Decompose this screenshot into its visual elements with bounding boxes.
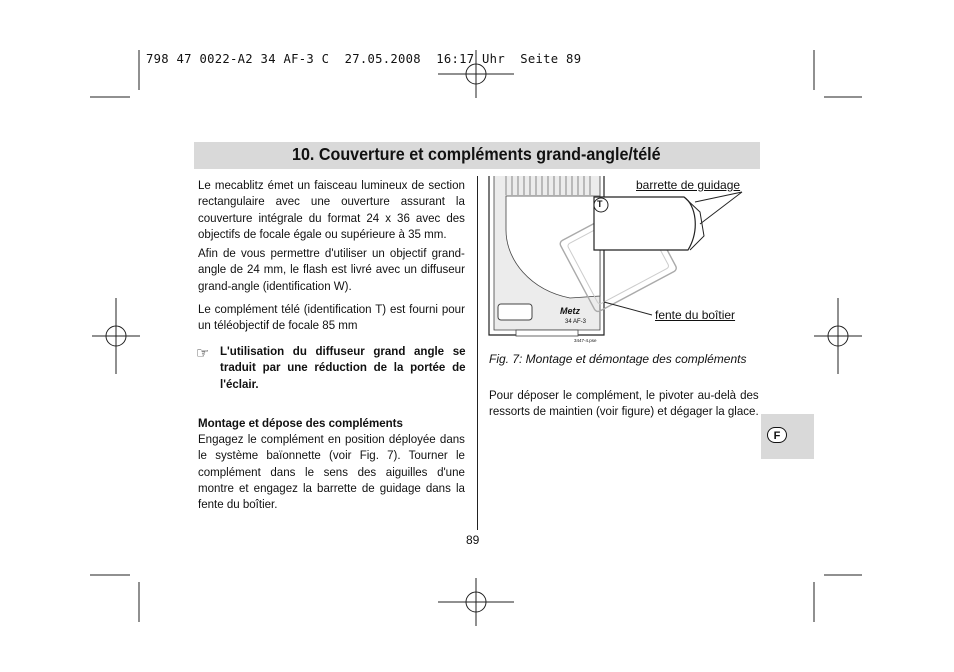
flash-sensor-window: [498, 304, 532, 320]
removal-paragraph: Pour déposer le complément, le pivoter au-delà des ressorts de maintien (voir figure) et dégager la glace.: [489, 388, 759, 419]
figure-code: 3447-4.pse: [574, 338, 597, 343]
callout-guide-bar: barrette de guidage: [636, 178, 741, 192]
accessory-plate: [594, 197, 704, 250]
wide-angle-paragraph: Afin de vous permettre d'utiliser un objectif grand-angle de 24 mm, le flash est livré avec un diffuseur grand-angle (identification W).: [198, 246, 465, 293]
language-tab-label: F: [767, 427, 787, 443]
print-slug: 798 47 0022-A2 34 AF-3 C 27.05.2008 16:17 Uhr Seite 89: [146, 52, 582, 66]
intro-paragraph: Le mecablitz émet un faisceau lumineux de section rectangulaire avec une ouverture assurant la couverture intégrale du format 24 x 36 avec des objectifs de focale égale ou supérieure à 35 mm.: [198, 178, 465, 241]
subheading: Montage et dépose des compléments: [198, 416, 403, 430]
flash-foot: [516, 330, 578, 336]
figure-caption: Fig. 7: Montage et démontage des compléments: [489, 352, 747, 366]
pointing-hand-icon: ☞: [196, 345, 210, 362]
brand-logo: Metz: [560, 306, 580, 316]
mounting-paragraph: Engagez le complément en position déployée dans le système baïonnette (voir Fig. 7). Tourner le complément dans le sens des aiguilles d'une montre et engagez la barrette de guidage dans la fente du boîtier.: [198, 432, 465, 512]
t-marker: T: [597, 199, 603, 209]
page-number: 89: [466, 533, 480, 547]
callout-housing-slot: fente du boîtier: [655, 308, 736, 322]
tele-paragraph: Le complément télé (identification T) est fourni pour un téléobjectif de focale 85 mm: [198, 302, 465, 333]
note-text: L'utilisation du diffuseur grand angle se traduit par une réduction de la portée de l'éclair.: [220, 344, 466, 391]
model-label: 34 AF-3: [565, 319, 587, 325]
section-title: 10. Couverture et compléments grand-angle/télé: [292, 144, 661, 164]
